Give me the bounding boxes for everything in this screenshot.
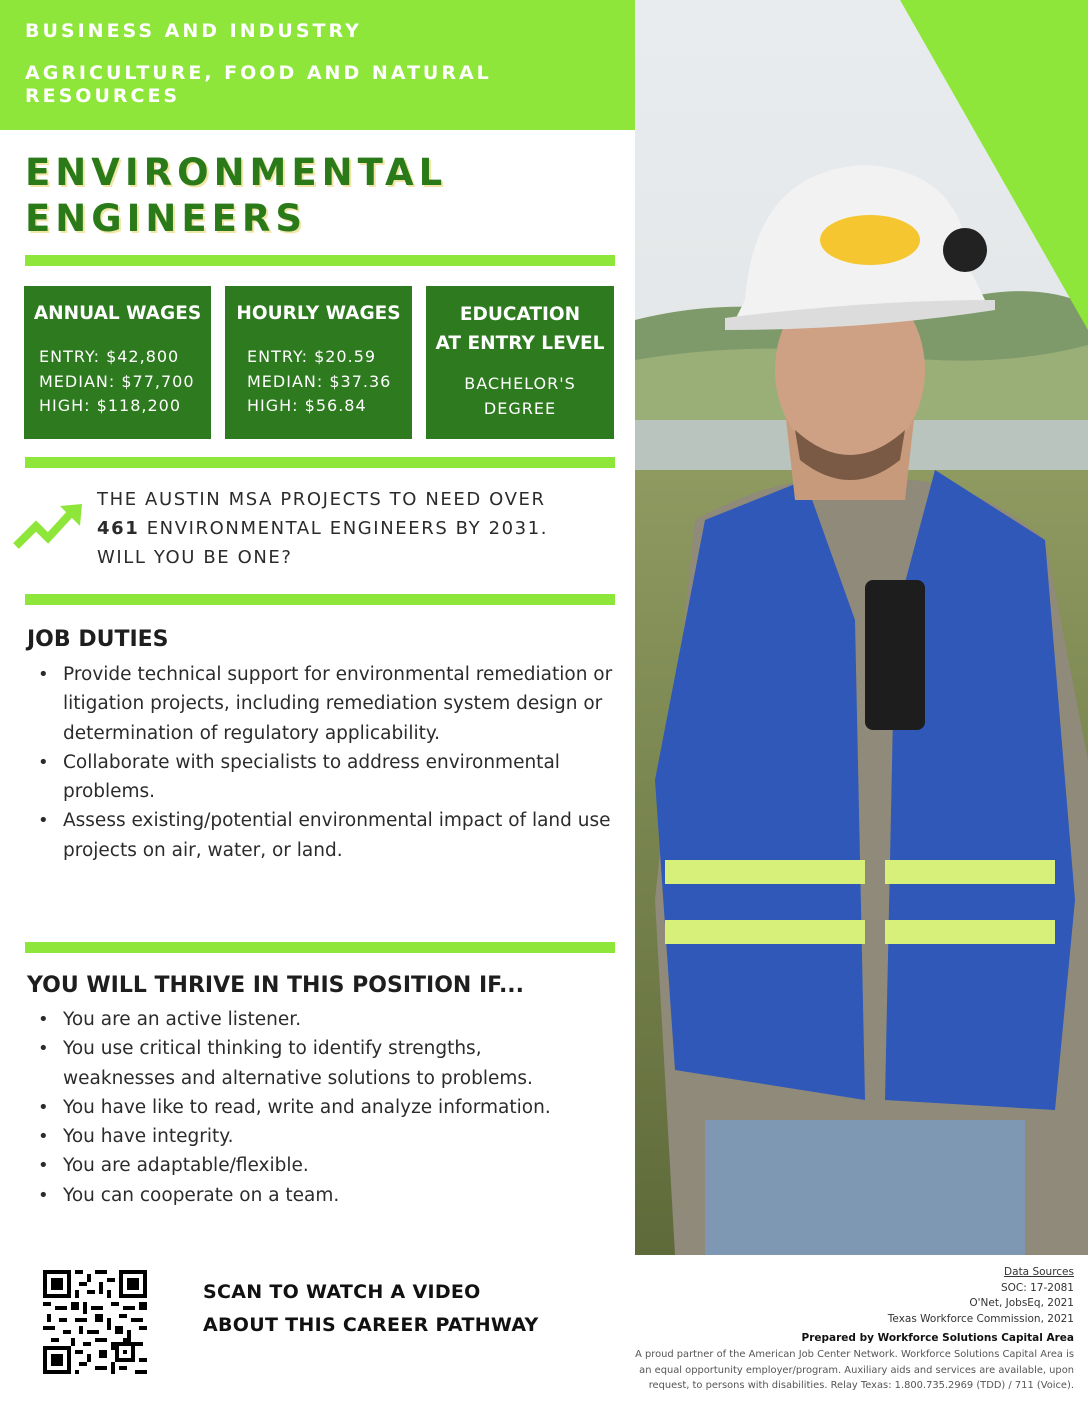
job-title <box>25 150 625 242</box>
annual-high: HIGH: $118,200 <box>39 396 181 415</box>
career-cluster: BUSINESS AND INDUSTRY <box>25 20 362 42</box>
divider-bar <box>25 457 615 468</box>
hourly-high: HIGH: $56.84 <box>247 396 367 415</box>
education-box <box>426 286 614 439</box>
list-item: • You use critical thinking to identify strengths, weaknesses and alternative solutions to problems. <box>36 1034 576 1093</box>
projection-line1: THE AUSTIN MSA PROJECTS TO NEED OVER <box>97 489 546 510</box>
projection-line2 <box>97 514 617 543</box>
list-item: • Assess existing/potential environmental impact of land use projects on air, water, or land. <box>36 806 621 865</box>
source-onet: O'Net, JobsEq, 2021 <box>969 1297 1074 1309</box>
list-item: • Provide technical support for environmental remediation or litigation projects, including remediation system design or determination of regulatory applicability. <box>36 660 621 748</box>
scan-line2: ABOUT THIS CAREER PATHWAY <box>203 1314 539 1336</box>
list-item: • Collaborate with specialists to address environmental problems. <box>36 748 621 807</box>
education-value <box>426 372 614 421</box>
data-sources-title: Data Sources <box>1004 1266 1074 1278</box>
soc-code: SOC: 17-2081 <box>1000 1281 1074 1294</box>
trend-up-arrow-icon <box>12 500 86 554</box>
hourly-wages-box <box>225 286 412 439</box>
hourly-wages-values <box>225 345 412 419</box>
scan-to-watch-text <box>203 1276 539 1342</box>
annual-wages-box <box>24 286 211 439</box>
annual-entry: ENTRY: $42,800 <box>39 347 180 366</box>
career-pathway-line1: AGRICULTURE, FOOD AND NATURAL <box>25 62 492 84</box>
qr-code-icon[interactable] <box>43 1270 147 1374</box>
education-label-line1: EDUCATION <box>459 304 581 325</box>
annual-wages-values <box>24 345 211 419</box>
source-twc: Texas Workforce Commission, 2021 <box>887 1312 1074 1325</box>
education-value-line2: DEGREE <box>483 398 557 418</box>
education-label <box>426 300 614 358</box>
job-title-line1: ENVIRONMENTAL <box>25 151 448 194</box>
legal-notice <box>600 1347 1074 1394</box>
hourly-entry: ENTRY: $20.59 <box>247 347 377 366</box>
job-duties-list <box>36 660 621 865</box>
projection-line2-rest: ENVIRONMENTAL ENGINEERS BY 2031. <box>139 518 549 539</box>
annual-median: MEDIAN: $77,700 <box>39 371 195 391</box>
divider-bar <box>25 255 615 266</box>
decorative-triangle <box>900 0 1088 330</box>
data-sources <box>700 1265 1074 1327</box>
list-item: • You are an active listener. <box>36 1005 576 1034</box>
legal-line1: A proud partner of the American Job Center Network. Workforce Solutions Capital Area is <box>635 1349 1074 1360</box>
projection-line3: WILL YOU BE ONE? <box>97 547 293 568</box>
hourly-wages-label: HOURLY WAGES <box>236 303 401 324</box>
list-item: • You are adaptable/flexible. <box>36 1151 576 1180</box>
projection-text <box>97 485 617 572</box>
thrive-list <box>36 1005 576 1210</box>
scan-line1: SCAN TO WATCH A VIDEO <box>203 1281 481 1303</box>
career-pathway-line2: RESOURCES <box>25 85 181 107</box>
job-duties-heading: JOB DUTIES <box>27 627 169 652</box>
thrive-heading: YOU WILL THRIVE IN THIS POSITION IF... <box>27 973 525 998</box>
education-value-line1: BACHELOR'S <box>464 374 576 393</box>
job-title-line2: ENGINEERS <box>25 197 308 240</box>
legal-line2: an equal opportunity employer/program. Auxiliary aids and services are available, upon <box>639 1364 1074 1376</box>
hourly-median: MEDIAN: $37.36 <box>247 371 392 391</box>
projection-count: 461 <box>97 518 140 539</box>
list-item: • You have like to read, write and analyze information. <box>36 1093 576 1122</box>
divider-bar <box>25 594 615 605</box>
annual-wages-label: ANNUAL WAGES <box>33 303 202 324</box>
divider-bar <box>25 942 615 953</box>
legal-line3: request, to persons with disabilities. Relay Texas: 1.800.735.2969 (TDD) / 711 (Voice). <box>648 1380 1074 1391</box>
education-label-line2: AT ENTRY LEVEL <box>435 333 605 354</box>
list-item: • You can cooperate on a team. <box>36 1181 576 1210</box>
list-item: • You have integrity. <box>36 1122 576 1151</box>
prepared-by: Prepared by Workforce Solutions Capital Area <box>801 1332 1074 1344</box>
